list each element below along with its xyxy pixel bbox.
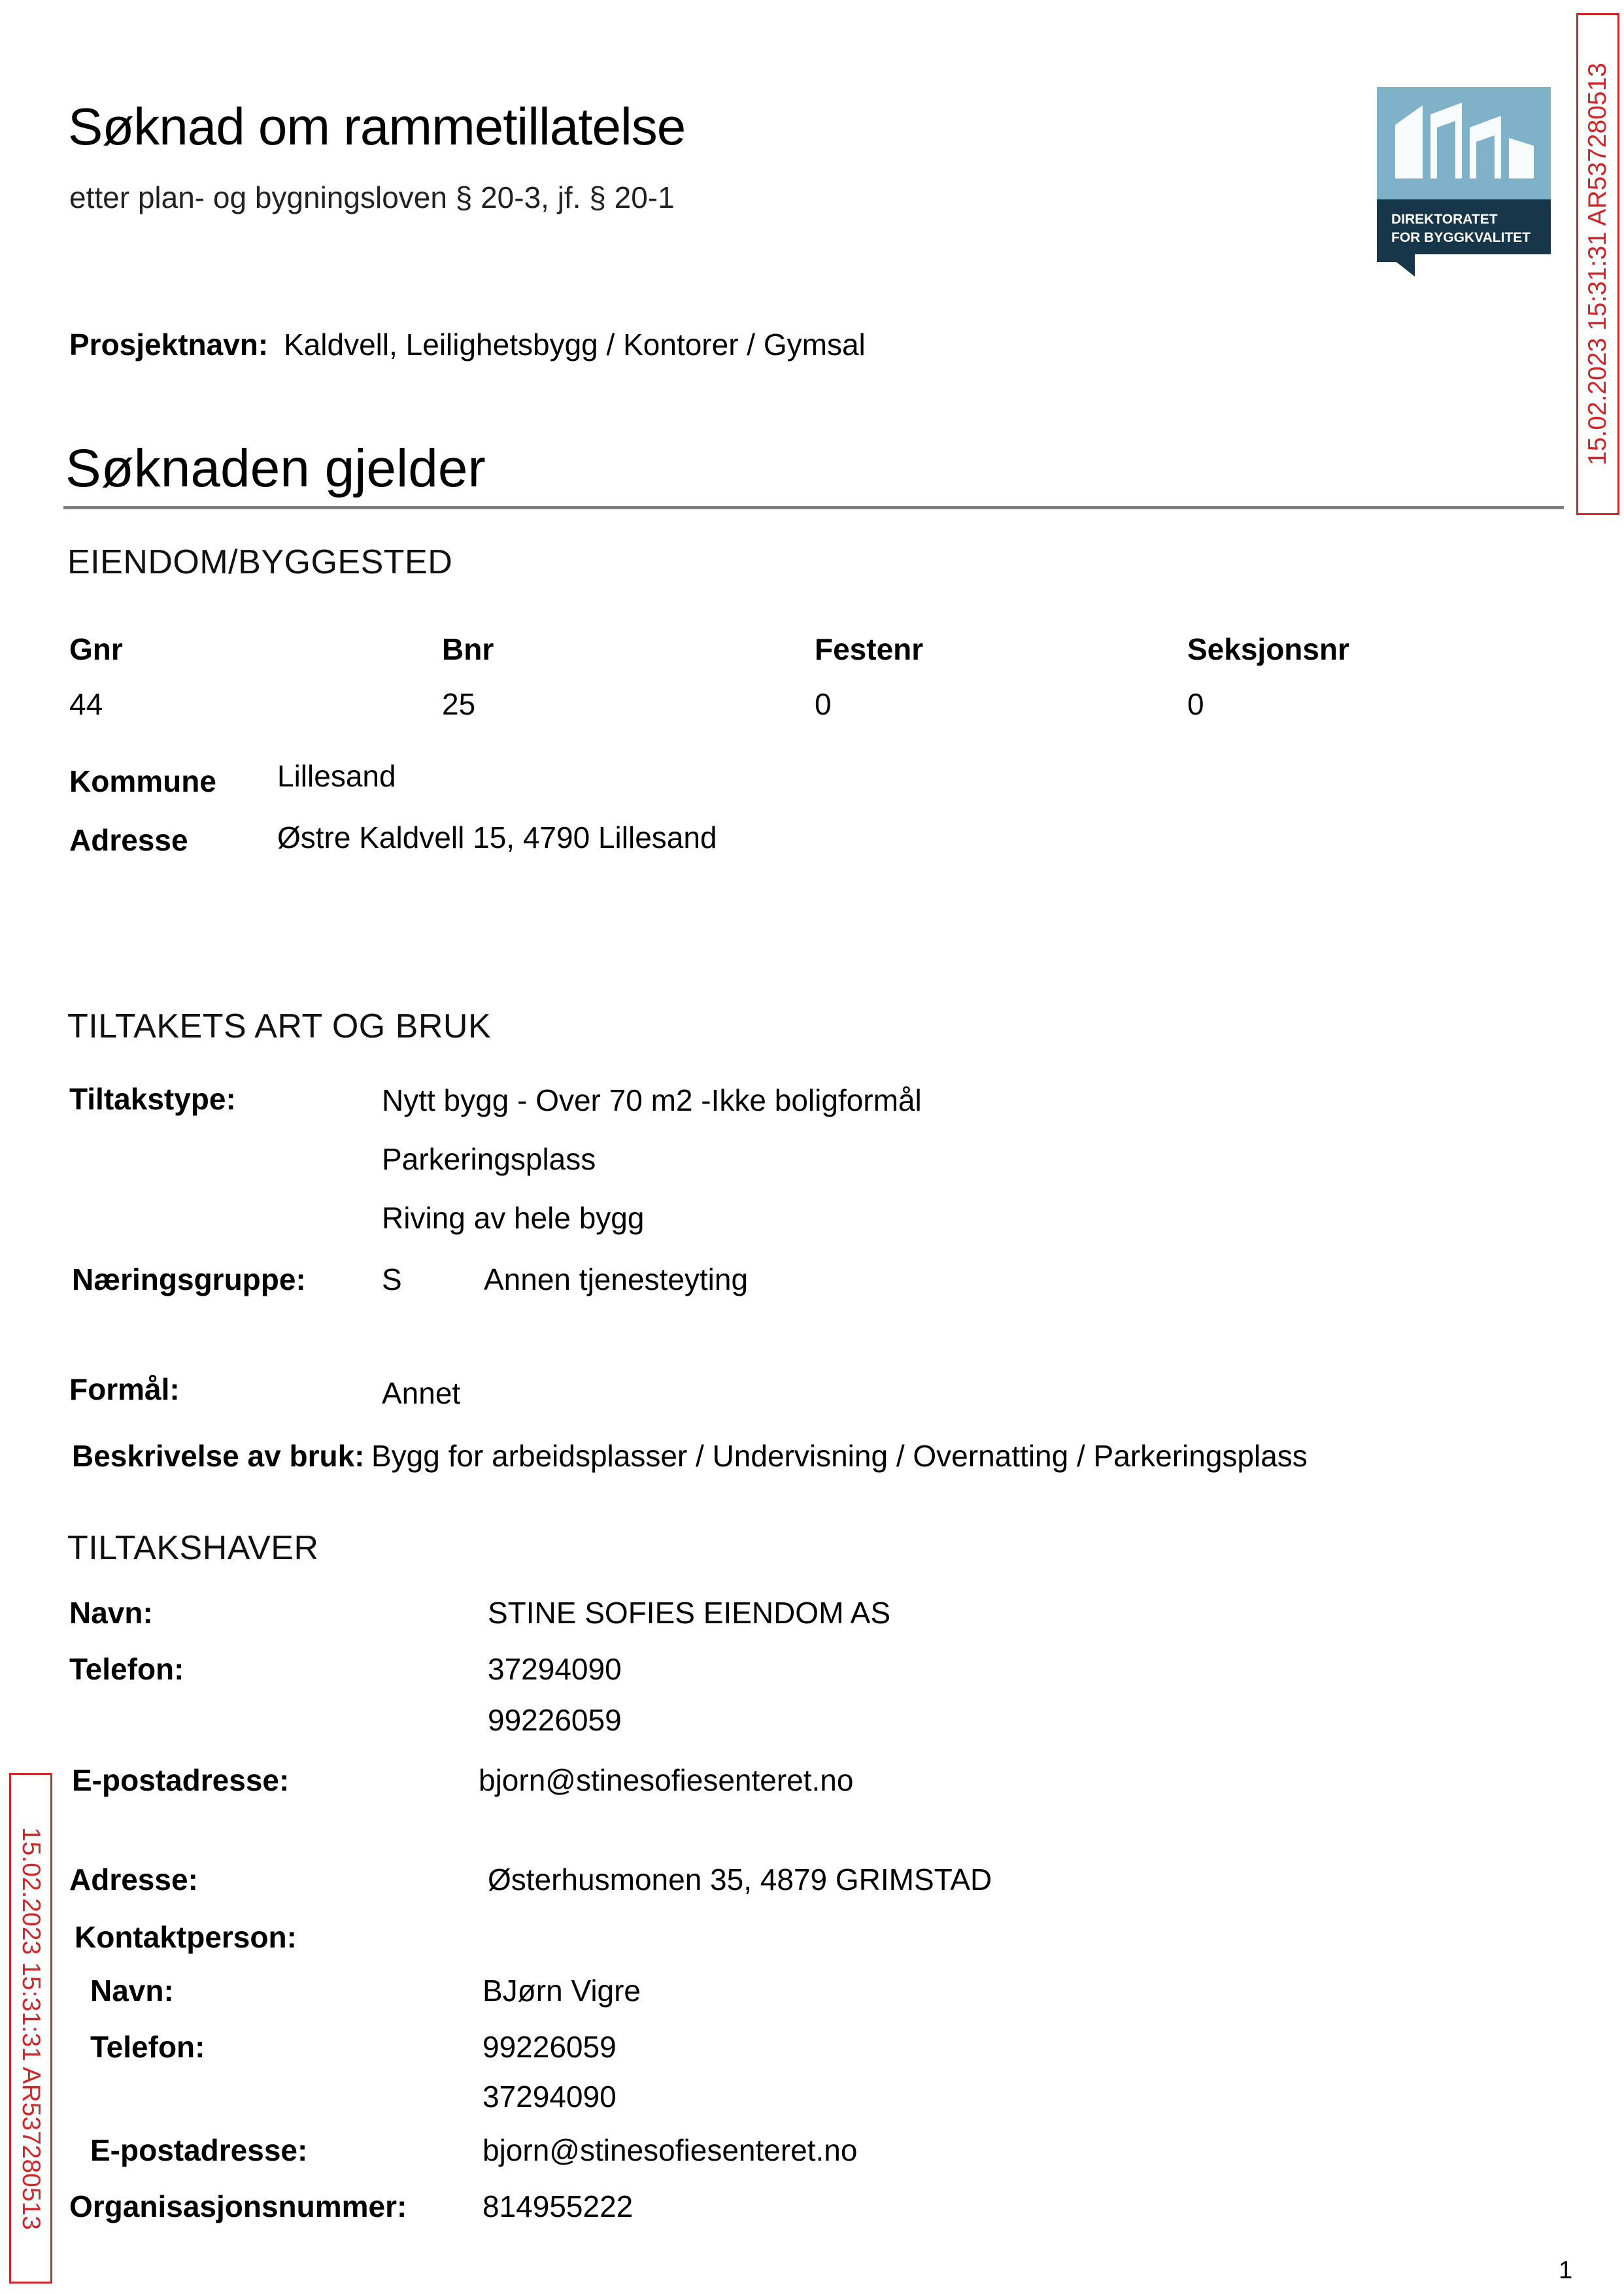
kontakt-epost-label: E-postadresse: <box>90 2133 308 2167</box>
th-adresse-value: Østerhusmonen 35, 4879 GRIMSTAD <box>488 1863 992 1897</box>
kontakt-telefon-value-1: 99226059 <box>482 2030 617 2064</box>
kontakt-navn-label: Navn: <box>90 1974 174 2008</box>
logo-line2: FOR BYGGKVALITET <box>1391 230 1531 245</box>
telefon-value-2: 99226059 <box>488 1703 622 1737</box>
property-heading: EIENDOM/BYGGESTED <box>67 543 453 581</box>
logo-line1: DIREKTORATET <box>1391 212 1498 227</box>
dibk-logo <box>1377 87 1551 277</box>
bruk-value: Bygg for arbeidsplasser / Undervisning / Overnatting / Parkeringsplass <box>371 1439 1308 1473</box>
gnr-value: 44 <box>69 687 103 721</box>
tiltakshaver-heading: TILTAKSHAVER <box>67 1529 319 1567</box>
tiltakstype-3: Riving av hele bygg <box>382 1201 645 1235</box>
epost-label: E-postadresse: <box>72 1763 290 1797</box>
kommune-value: Lillesand <box>277 759 396 793</box>
document-title: Søknad om rammetillatelse <box>68 97 686 156</box>
timestamp-stamp-top: 15.02.2023 15:31:31 AR537280513 <box>1576 13 1619 515</box>
navn-value: STINE SOFIES EIENDOM AS <box>488 1596 891 1630</box>
navn-label: Navn: <box>69 1596 153 1630</box>
kontakt-telefon-label: Telefon: <box>90 2030 205 2064</box>
project-label: Prosjektnavn: <box>69 328 269 362</box>
tiltakstype-1: Nytt bygg - Over 70 m2 -Ikke boligformål <box>382 1083 922 1117</box>
kontakt-epost-value: bjorn@stinesofiesenteret.no <box>482 2133 858 2167</box>
formal-value: Annet <box>382 1376 461 1410</box>
kommune-label: Kommune <box>69 764 216 798</box>
kontakt-telefon-value-2: 37294090 <box>482 2080 617 2114</box>
org-value: 814955222 <box>482 2189 634 2223</box>
seksjonsnr-value: 0 <box>1187 687 1204 721</box>
heading-rule <box>63 506 1564 509</box>
tiltakstype-2: Parkeringsplass <box>382 1142 596 1176</box>
tiltakstype-label: Tiltakstype: <box>69 1082 236 1116</box>
section-heading: Søknaden gjelder <box>65 439 486 498</box>
kontakt-navn-value: BJørn Vigre <box>482 1974 641 2008</box>
timestamp-stamp-bottom: 15.02.2023 15:31:31 AR537280513 <box>9 1773 52 2284</box>
adresse-label: Adresse <box>69 823 188 857</box>
document-subtitle: etter plan- og bygningsloven § 20-3, jf. § 20-1 <box>69 180 675 214</box>
page-number: 1 <box>1559 2257 1573 2284</box>
naeringsgruppe-value: Annen tjenesteyting <box>484 1262 749 1296</box>
epost-value: bjorn@stinesofiesenteret.no <box>479 1763 854 1797</box>
telefon-label: Telefon: <box>69 1652 184 1686</box>
project-name: Kaldvell, Leilighetsbygg / Kontorer / Gymsal <box>284 328 866 362</box>
formal-label: Formål: <box>69 1372 180 1406</box>
tiltak-heading: TILTAKETS ART OG BRUK <box>67 1007 492 1045</box>
festenr-value: 0 <box>815 687 832 721</box>
kontaktperson-label: Kontaktperson: <box>75 1920 297 1954</box>
gnr-label: Gnr <box>69 632 123 666</box>
telefon-value-1: 37294090 <box>488 1652 622 1686</box>
org-label: Organisasjonsnummer: <box>69 2189 407 2223</box>
bnr-label: Bnr <box>442 632 494 666</box>
bruk-label: Beskrivelse av bruk: <box>72 1439 365 1473</box>
adresse-value: Østre Kaldvell 15, 4790 Lillesand <box>277 820 717 854</box>
seksjonsnr-label: Seksjonsnr <box>1187 632 1349 666</box>
festenr-label: Festenr <box>815 632 924 666</box>
bnr-value: 25 <box>442 687 476 721</box>
th-adresse-label: Adresse: <box>69 1863 198 1897</box>
naeringsgruppe-code: S <box>382 1262 402 1296</box>
naeringsgruppe-label: Næringsgruppe: <box>72 1262 306 1296</box>
